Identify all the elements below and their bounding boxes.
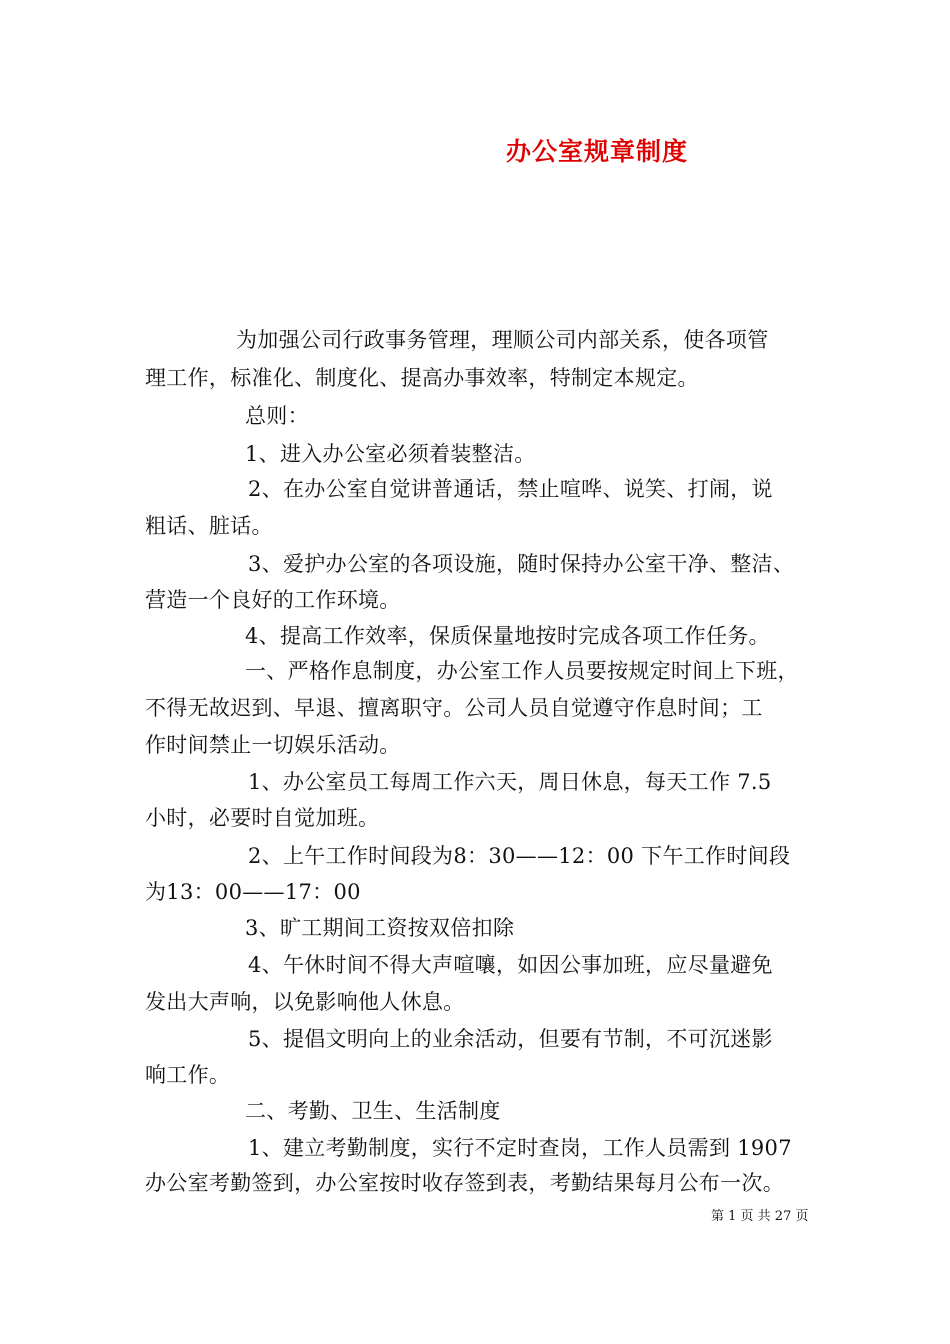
- body-line: 总则：: [245, 404, 309, 428]
- body-line: 3、爱护办公室的各项设施，随时保持办公室干净、整洁、: [248, 552, 795, 576]
- body-line: 二、考勤、卫生、生活制度: [245, 1099, 501, 1123]
- body-line: 粗话、脏话。: [145, 514, 273, 538]
- document-title: 办公室规章制度: [506, 137, 689, 166]
- body-line: 响工作。: [145, 1063, 231, 1087]
- body-line: 办公室考勤签到，办公室按时收存签到表，考勤结果每月公布一次。: [145, 1171, 784, 1195]
- body-line: 3、旷工期间工资按双倍扣除: [245, 916, 515, 940]
- body-line: 不得无故迟到、早退、擅离职守。公司人员自觉遵守作息时间；工: [145, 696, 763, 720]
- body-line: 理工作，标准化、制度化、提高办事效率，特制定本规定。: [145, 366, 699, 390]
- body-line: 2、在办公室自觉讲普通话，禁止喧哗、说笑、打闹，说: [248, 477, 773, 501]
- body-line: 5、提倡文明向上的业余活动，但要有节制，不可沉迷影: [248, 1027, 773, 1051]
- page-number: 第 1 页 共 27 页: [711, 1209, 809, 1224]
- body-line: 1、办公室员工每周工作六天，周日休息，每天工作 7.5: [248, 770, 772, 794]
- body-line: 营造一个良好的工作环境。: [145, 588, 401, 612]
- body-line: 1、建立考勤制度，实行不定时查岗，工作人员需到 1907: [248, 1136, 792, 1160]
- body-line: 2、上午工作时间段为8：30——12：00 下午工作时间段: [248, 844, 791, 868]
- body-line: 发出大声响，以免影响他人休息。: [145, 990, 465, 1014]
- body-line: 1、进入办公室必须着装整洁。: [245, 442, 536, 466]
- body-line: 一、严格作息制度，办公室工作人员要按规定时间上下班，: [245, 659, 799, 683]
- body-line: 作时间禁止一切娱乐活动。: [145, 733, 401, 757]
- body-line: 为加强公司行政事务管理，理顺公司内部关系，使各项管: [236, 328, 769, 352]
- body-line: 小时，必要时自觉加班。: [145, 806, 380, 830]
- body-line: 为13：00——17：00: [145, 880, 361, 904]
- body-line: 4、午休时间不得大声喧嚷，如因公事加班，应尽量避免: [248, 953, 773, 977]
- body-line: 4、提高工作效率，保质保量地按时完成各项工作任务。: [245, 624, 770, 648]
